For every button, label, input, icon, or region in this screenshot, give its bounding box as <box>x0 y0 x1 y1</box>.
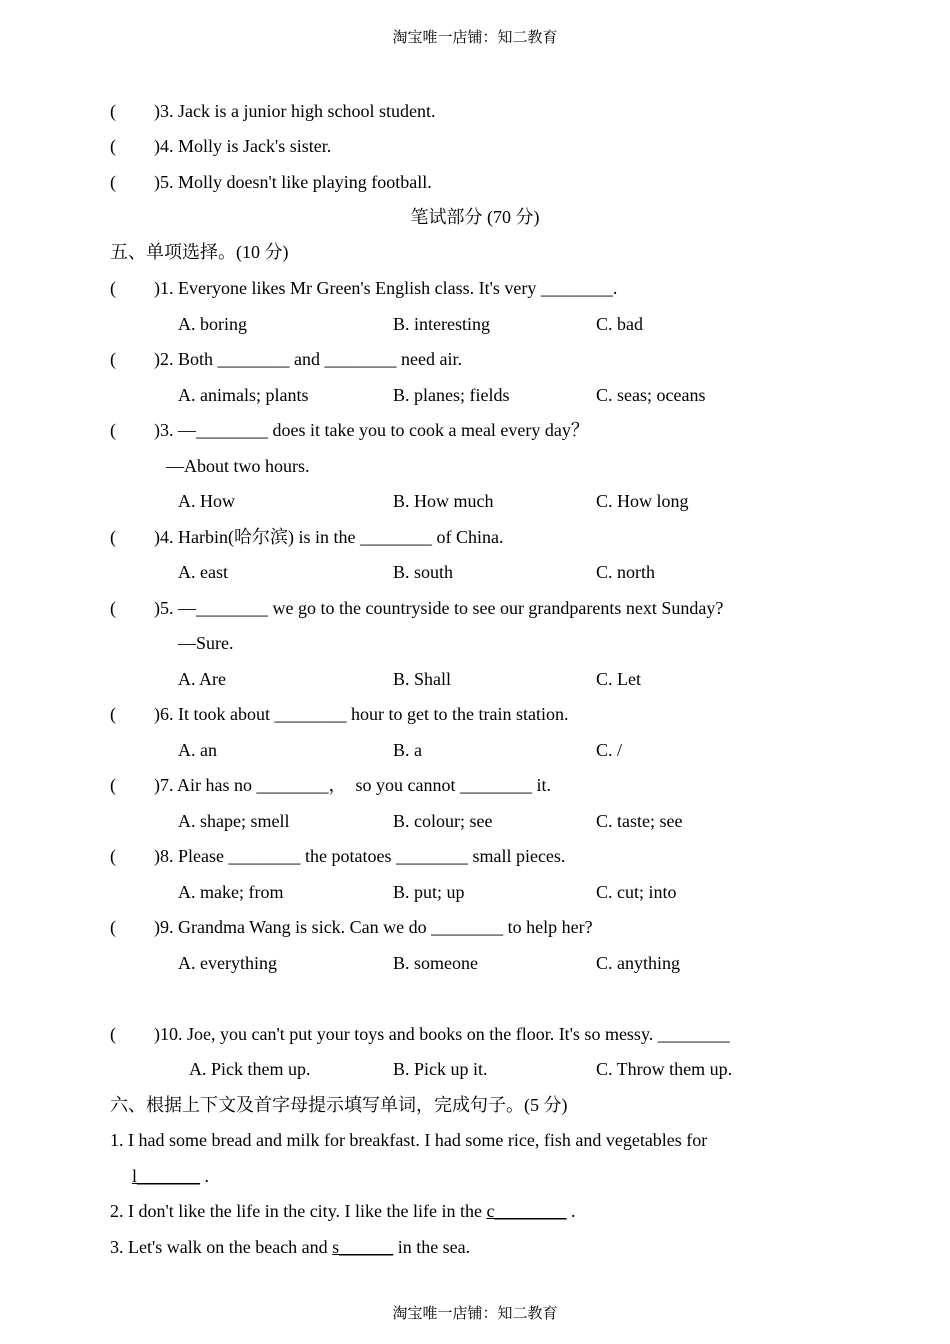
option-c: C. anything <box>596 953 680 973</box>
question-text: )1. Everyone likes Mr Green's English class. It's very ________. <box>154 278 618 298</box>
option-a: A. Are <box>178 669 226 689</box>
tf-item-text: )4. Molly is Jack's sister. <box>154 136 332 156</box>
question-text: )4. Harbin(哈尔滨) is in the ________ of China. <box>154 527 504 547</box>
option-b: B. interesting <box>393 314 490 334</box>
question-2 <box>110 348 462 370</box>
option-b: B. colour; see <box>393 811 493 831</box>
answer-paren[interactable]: ( <box>110 527 116 547</box>
option-b: B. Pick up it. <box>393 1059 488 1079</box>
page-header: 淘宝唯一店铺：知二教育 <box>392 30 558 46</box>
option-c: C. taste; see <box>596 811 683 831</box>
section6-title: 六、根据上下文及首字母提示填写单词，完成句子。(5 分) <box>110 1095 568 1115</box>
question-text: )10. Joe, you can't put your toys and books on the floor. It's so messy. ________ <box>154 1024 730 1044</box>
answer-paren[interactable]: ( <box>110 136 116 156</box>
question-text: )5. —________ we go to the countryside to see our grandparents next Sunday? <box>154 598 724 618</box>
sentence-end: . <box>200 1166 210 1186</box>
option-c: C. Throw them up. <box>596 1059 733 1079</box>
option-c: C. cut; into <box>596 882 677 902</box>
sentence-end: . <box>566 1201 576 1221</box>
option-c: C. How long <box>596 491 689 511</box>
option-b: B. planes; fields <box>393 385 510 405</box>
tf-item-3 <box>110 100 435 122</box>
question-8 <box>110 845 565 867</box>
fill-sentence-1-cont <box>132 1165 209 1187</box>
dialogue-reply: —Sure. <box>178 633 234 653</box>
option-b: B. put; up <box>393 882 465 902</box>
answer-paren[interactable]: ( <box>110 101 116 121</box>
question-text: )9. Grandma Wang is sick. Can we do ________ to help her? <box>154 917 593 937</box>
option-a: A. boring <box>178 314 247 334</box>
fill-sentence-1: 1. I had some bread and milk for breakfast. I had some rice, fish and vegetables for <box>110 1130 708 1150</box>
sentence-text: 3. Let's walk on the beach and <box>110 1237 333 1257</box>
answer-paren[interactable]: ( <box>110 349 116 369</box>
answer-paren[interactable]: ( <box>110 704 116 724</box>
question-text: )2. Both ________ and ________ need air. <box>154 349 462 369</box>
option-b: B. How much <box>393 491 494 511</box>
answer-paren[interactable]: ( <box>110 846 116 866</box>
question-4 <box>110 526 503 548</box>
option-a: A. an <box>178 740 217 760</box>
option-c: C. seas; oceans <box>596 385 706 405</box>
question-text: )3. —________ does it take you to cook a meal every day？ <box>154 420 589 440</box>
answer-paren[interactable]: ( <box>110 775 116 795</box>
question-5 <box>110 597 723 619</box>
fill-sentence-2 <box>110 1200 575 1222</box>
sentence-text: 2. I don't like the life in the city. I like the life in the <box>110 1201 487 1221</box>
option-a: A. How <box>178 491 235 511</box>
fill-blank-input[interactable]: l_______ <box>132 1166 201 1186</box>
fill-blank-input[interactable]: s______ <box>332 1237 394 1257</box>
written-section-title: 笔试部分 (70 分) <box>410 207 540 227</box>
question-1 <box>110 277 617 299</box>
tf-item-text: )5. Molly doesn't like playing football. <box>154 172 432 192</box>
sentence-end: in the sea. <box>393 1237 471 1257</box>
option-b: B. a <box>393 740 422 760</box>
option-c: C. Let <box>596 669 641 689</box>
answer-paren[interactable]: ( <box>110 1024 116 1044</box>
answer-paren[interactable]: ( <box>110 420 116 440</box>
option-a: A. make; from <box>178 882 284 902</box>
page-footer: 淘宝唯一店铺：知二教育 <box>392 1306 558 1322</box>
option-b: B. Shall <box>393 669 452 689</box>
section5-title: 五、单项选择。(10 分) <box>110 242 289 262</box>
question-6 <box>110 703 568 725</box>
fill-sentence-3 <box>110 1236 470 1258</box>
option-a: A. everything <box>178 953 277 973</box>
option-a: A. Pick them up. <box>189 1059 311 1079</box>
question-7 <box>110 774 551 796</box>
option-b: B. someone <box>393 953 478 973</box>
answer-paren[interactable]: ( <box>110 172 116 192</box>
answer-paren[interactable]: ( <box>110 278 116 298</box>
option-b: B. south <box>393 562 454 582</box>
option-a: A. animals; plants <box>178 385 309 405</box>
option-c: C. bad <box>596 314 643 334</box>
answer-paren[interactable]: ( <box>110 598 116 618</box>
tf-item-4 <box>110 135 331 157</box>
option-a: A. east <box>178 562 228 582</box>
option-c: C. north <box>596 562 656 582</box>
question-10 <box>110 1023 730 1045</box>
question-text: )6. It took about ________ hour to get to the train station. <box>154 704 569 724</box>
question-9 <box>110 916 593 938</box>
option-c: C. / <box>596 740 623 760</box>
option-a: A. shape; smell <box>178 811 290 831</box>
dialogue-reply: —About two hours. <box>166 456 310 476</box>
tf-item-5 <box>110 171 432 193</box>
question-text: )8. Please ________ the potatoes ________ small pieces. <box>154 846 566 866</box>
answer-paren[interactable]: ( <box>110 917 116 937</box>
question-text: )7. Air has no ________， so you cannot ________ it. <box>154 775 551 795</box>
question-3 <box>110 419 589 441</box>
tf-item-text: )3. Jack is a junior high school student. <box>154 101 436 121</box>
fill-blank-input[interactable]: c________ <box>486 1201 567 1221</box>
